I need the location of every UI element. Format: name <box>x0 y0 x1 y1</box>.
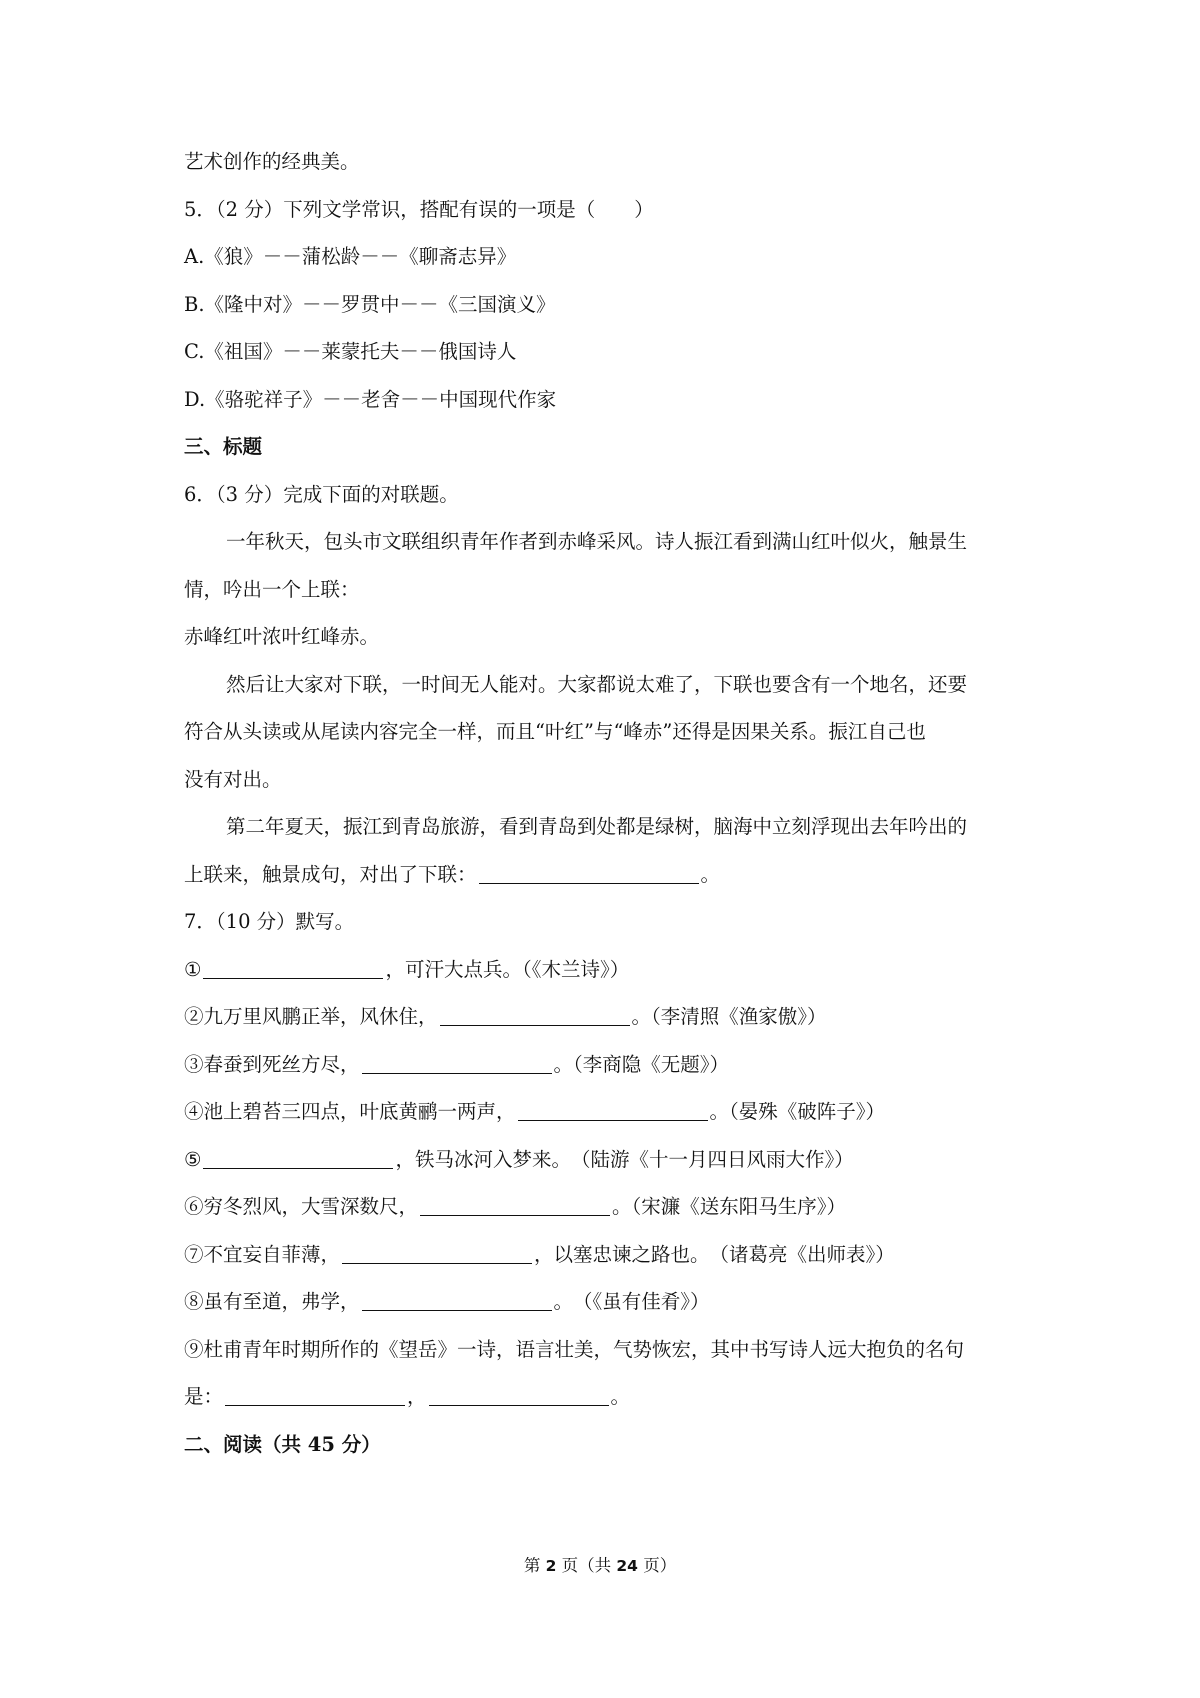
dictation-4 <box>184 1088 1044 1136</box>
document-page <box>184 138 1044 1468</box>
option-a: A.《狼》－－蒲松龄－－《聊斋志异》 <box>184 245 517 268</box>
paragraph-line: 然后让大家对下联，一时间无人能对。大家都说太难了，下联也要含有一个地名，还要 <box>226 672 968 696</box>
section-heading-3: 三、标题 <box>184 435 263 458</box>
paragraph-line: 没有对出。 <box>184 767 282 791</box>
section-heading-2: 二、阅读（共 45 分） <box>184 1432 381 1456</box>
dictation-9: ⑨杜甫青年时期所作的《望岳》一诗，语言壮美，气势恢宏，其中书写诗人远大抱负的名句 <box>184 1337 965 1361</box>
answer-blank[interactable] <box>479 863 699 884</box>
footer-text: 第 <box>523 1556 541 1575</box>
answer-blank[interactable] <box>440 1005 630 1026</box>
dictation-7 <box>184 1231 1044 1279</box>
text-span: ④池上碧苔三四点，叶底黄鹂一两声， <box>184 1100 516 1123</box>
dictation-5 <box>184 1136 1044 1184</box>
text-span: 。（晏殊《破阵子》） <box>709 1100 886 1123</box>
answer-blank[interactable] <box>342 1243 532 1264</box>
dictation-9-answer <box>184 1373 1044 1421</box>
text-span: 。（宋濂《送东阳马生序》） <box>612 1195 847 1218</box>
answer-blank[interactable] <box>203 1148 393 1169</box>
option-c: C.《祖国》－－莱蒙托夫－－俄国诗人 <box>184 340 517 363</box>
question-6: 6．（3 分）完成下面的对联题。 <box>184 482 459 506</box>
text-span: ⑥穷冬烈风，大雪深数尺， <box>184 1195 419 1218</box>
text-line: 艺术创作的经典美。 <box>184 150 360 173</box>
paragraph-line: 一年秋天，包头市文联组织青年作者到赤峰采风。诗人振江看到满山红叶似火，触景生 <box>226 530 968 553</box>
text-span: ，可汗大点兵。（《木兰诗》） <box>385 957 630 981</box>
text-span: ⑦不宜妄自菲薄， <box>184 1242 341 1266</box>
text-span: ⑧虽有至道，弗学， <box>184 1290 360 1313</box>
text-span: 。（李清照《渔家傲》） <box>631 1005 827 1028</box>
answer-blank[interactable] <box>420 1195 610 1216</box>
page-number: 2 <box>545 1557 557 1575</box>
paragraph-line: 第二年夏天，振江到青岛旅游，看到青岛到处都是绿树，脑海中立刻浮现出去年吟出的 <box>226 815 968 838</box>
question-5: 5．（2 分）下列文学常识，搭配有误的一项是（ ） <box>184 197 654 221</box>
text-span: 是： <box>184 1385 224 1408</box>
paragraph-line <box>184 851 1044 899</box>
answer-blank[interactable] <box>429 1385 609 1406</box>
footer-text: 页） <box>643 1556 677 1575</box>
text-span: ⑤ <box>184 1147 202 1171</box>
paragraph-line: 情，吟出一个上联： <box>184 577 360 601</box>
text-span: ，铁马冰河入梦来。 （陆游《十一月四日风雨大作》） <box>395 1147 854 1171</box>
dictation-8 <box>184 1278 1044 1326</box>
answer-blank[interactable] <box>203 958 383 979</box>
option-d: D.《骆驼祥子》－－老舍－－中国现代作家 <box>184 387 557 411</box>
text-span: ， <box>407 1385 427 1408</box>
text-span: 。 （《虽有佳肴》） <box>553 1290 710 1313</box>
footer-text: 页（共 <box>561 1556 612 1575</box>
text-span: 。 <box>610 1385 631 1408</box>
text-span: ③春蚕到死丝方尽， <box>184 1052 360 1076</box>
text-span: ②九万里风鹏正举，风休住， <box>184 1005 438 1028</box>
answer-blank[interactable] <box>362 1290 552 1311</box>
page-footer <box>0 1552 1200 1576</box>
text-span: ，以塞忠谏之路也。 （诸葛亮《出师表》） <box>534 1242 895 1266</box>
dictation-1 <box>184 946 1044 994</box>
question-7: 7．（10 分）默写。 <box>184 910 355 933</box>
couplet-first-line: 赤峰红叶浓叶红峰赤。 <box>184 625 380 648</box>
dictation-3 <box>184 1041 1044 1089</box>
text-span: 上联来，触景成句，对出了下联： <box>184 862 477 886</box>
answer-blank[interactable] <box>518 1100 708 1121</box>
dictation-2 <box>184 993 1044 1041</box>
answer-blank[interactable] <box>362 1053 552 1074</box>
answer-blank[interactable] <box>225 1385 405 1406</box>
total-pages: 24 <box>616 1557 638 1575</box>
option-b: B.《隆中对》－－罗贯中－－《三国演义》 <box>184 292 556 316</box>
dictation-6 <box>184 1183 1044 1231</box>
text-span: 。（李商隐《无题》） <box>553 1052 730 1076</box>
text-span: ① <box>184 957 202 981</box>
text-span: 。 <box>700 862 721 886</box>
paragraph-line: 符合从头读或从尾读内容完全一样，而且“叶红”与“峰赤”还得是因果关系。振江自己也 <box>184 720 926 743</box>
